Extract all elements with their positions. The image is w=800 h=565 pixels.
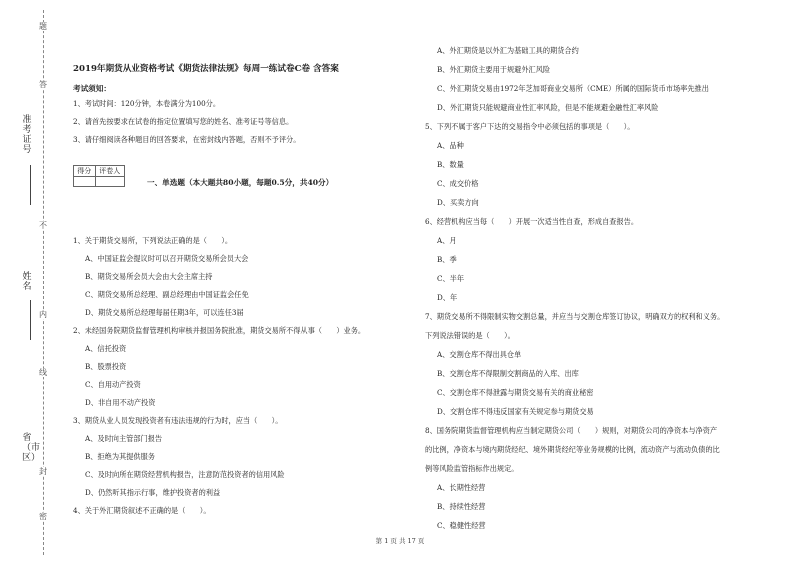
seal-mark: 题 — [39, 22, 47, 31]
option-line: A、长期性经营 — [437, 483, 486, 492]
right-questions — [425, 46, 724, 531]
option-line: B、交割仓库不得限制交割商品的入库、出库 — [437, 369, 579, 378]
option-line: D、期货交易所总经理每届任期3年，可以连任3届 — [85, 308, 244, 317]
option-line: D、仍然听其指示行事，维护投资者的利益 — [85, 488, 221, 497]
page-footer: 第 1 页 共 17 页 — [375, 537, 425, 545]
question-line: 7、期货交易所不得限制实物交割总量，并应当与交割仓库签订协议，明确双方的权利和义务。 — [425, 312, 725, 321]
question-line: 例等风险监管指标作出规定。 — [425, 464, 519, 473]
option-line: B、期货交易所会员大会由大会主席主持 — [85, 272, 213, 281]
option-line: C、稳健性经营 — [437, 521, 486, 530]
name-field[interactable] — [30, 300, 31, 340]
option-line: A、中国证监会提议时可以召开期货交易所会员大会 — [85, 254, 249, 263]
question-line: 的比例，净资本与境内期货经纪、境外期货经纪等业务规模的比例，流动资产与流动负债的比 — [425, 445, 720, 454]
option-line: D、外汇期货只能规避商业性汇率风险，但是不能规避金融性汇率风险 — [437, 103, 659, 112]
seal-mark: 线 — [39, 368, 47, 377]
notice-item: 1、考试时间：120分钟，本卷满分为100分。 — [73, 99, 221, 108]
option-line: A、交割仓库不得出具仓单 — [437, 350, 522, 359]
binding-margin — [0, 0, 60, 565]
question-line: 1、关于期货交易所，下列说法正确的是（ ）。 — [73, 236, 233, 245]
option-line: B、股票投资 — [85, 362, 127, 371]
score-box — [73, 165, 125, 187]
option-line: B、数量 — [437, 160, 464, 169]
option-line: D、非自用不动产投资 — [85, 398, 156, 407]
question-line: 3、期货从业人员发现投资者有违法违规的行为时，应当（ ）。 — [73, 416, 283, 425]
notice-item: 3、请仔细阅读各种题目的回答要求，在密封线内答题，否则不予评分。 — [73, 135, 301, 144]
seal-mark: 内 — [39, 310, 47, 319]
option-line: B、持续性经营 — [437, 502, 486, 511]
score-label: 得分 — [74, 166, 96, 177]
left-questions — [73, 236, 365, 516]
question-line: 4、关于外汇期货叙述不正确的是（ ）。 — [73, 506, 211, 515]
option-line: D、买卖方向 — [437, 198, 479, 207]
region-label: 省（市区） — [22, 433, 41, 463]
exam-number-label: 准考证号 — [22, 115, 32, 155]
seal-mark: 封 — [39, 467, 47, 476]
seal-mark: 密 — [39, 512, 47, 521]
notice-heading: 考试须知： — [73, 84, 111, 93]
option-line: A、外汇期货是以外汇为基础工具的期货合约 — [437, 46, 579, 55]
option-line: A、品种 — [437, 141, 464, 150]
option-line: A、月 — [437, 236, 457, 245]
option-line: B、拒绝为其提供服务 — [85, 452, 155, 461]
score-cell[interactable] — [74, 177, 96, 187]
seal-mark: 不 — [39, 221, 47, 230]
exam-number-field[interactable] — [30, 165, 31, 205]
option-line: C、自用动产投资 — [85, 380, 141, 389]
option-line: C、期货交易所总经理、副总经理由中国证监会任免 — [85, 290, 249, 299]
grader-label: 评卷人 — [95, 166, 124, 177]
question-line: 5、下列不属于客户下达的交易指令中必须包括的事项是（ ）。 — [425, 122, 635, 131]
option-line: C、外汇期货交易由1972年芝加哥商业交易所（CME）所属的国际货币市场率先推出 — [437, 84, 709, 93]
grader-cell[interactable] — [95, 177, 124, 187]
question-line: 6、经营机构应当每（ ）开展一次适当性自查，形成自查报告。 — [425, 217, 639, 226]
question-line: 下列说法错误的是（ ）。 — [425, 331, 515, 340]
option-line: B、季 — [437, 255, 457, 264]
option-line: D、交割仓库不得违反国家有关规定参与期货交易 — [437, 407, 594, 416]
seal-mark: 答 — [39, 80, 47, 89]
option-line: D、年 — [437, 293, 458, 302]
name-label: 姓名 — [22, 272, 32, 292]
question-line: 2、未经国务院期货监督管理机构审核并报国务院批准，期货交易所不得从事（ ）业务。 — [73, 326, 366, 335]
option-line: B、外汇期货主要用于规避外汇风险 — [437, 65, 551, 74]
option-line: C、交割仓库不得泄露与期货交易有关的商业秘密 — [437, 388, 594, 397]
option-line: A、信托投资 — [85, 344, 127, 353]
option-line: C、及时向所在期货经营机构报告，注意防范投资者的信用风险 — [85, 470, 285, 479]
left-column — [73, 64, 339, 145]
page-title: 2019年期货从业资格考试《期货法律法规》每周一练试卷C卷 含答案 — [73, 64, 339, 74]
option-line: A、及时向主管部门报告 — [85, 434, 163, 443]
option-line: C、成交价格 — [437, 179, 479, 188]
section-heading: 一、单选题（本大题共80小题，每题0.5分，共40分） — [147, 178, 334, 187]
option-line: C、半年 — [437, 274, 465, 283]
question-line: 8、国务院期货监督管理机构应当制定期货公司（ ）规则，对期货公司的净资本与净资产 — [425, 426, 718, 435]
notice-item: 2、请首先按要求在试卷的指定位置填写您的姓名、准考证号等信息。 — [73, 117, 294, 126]
